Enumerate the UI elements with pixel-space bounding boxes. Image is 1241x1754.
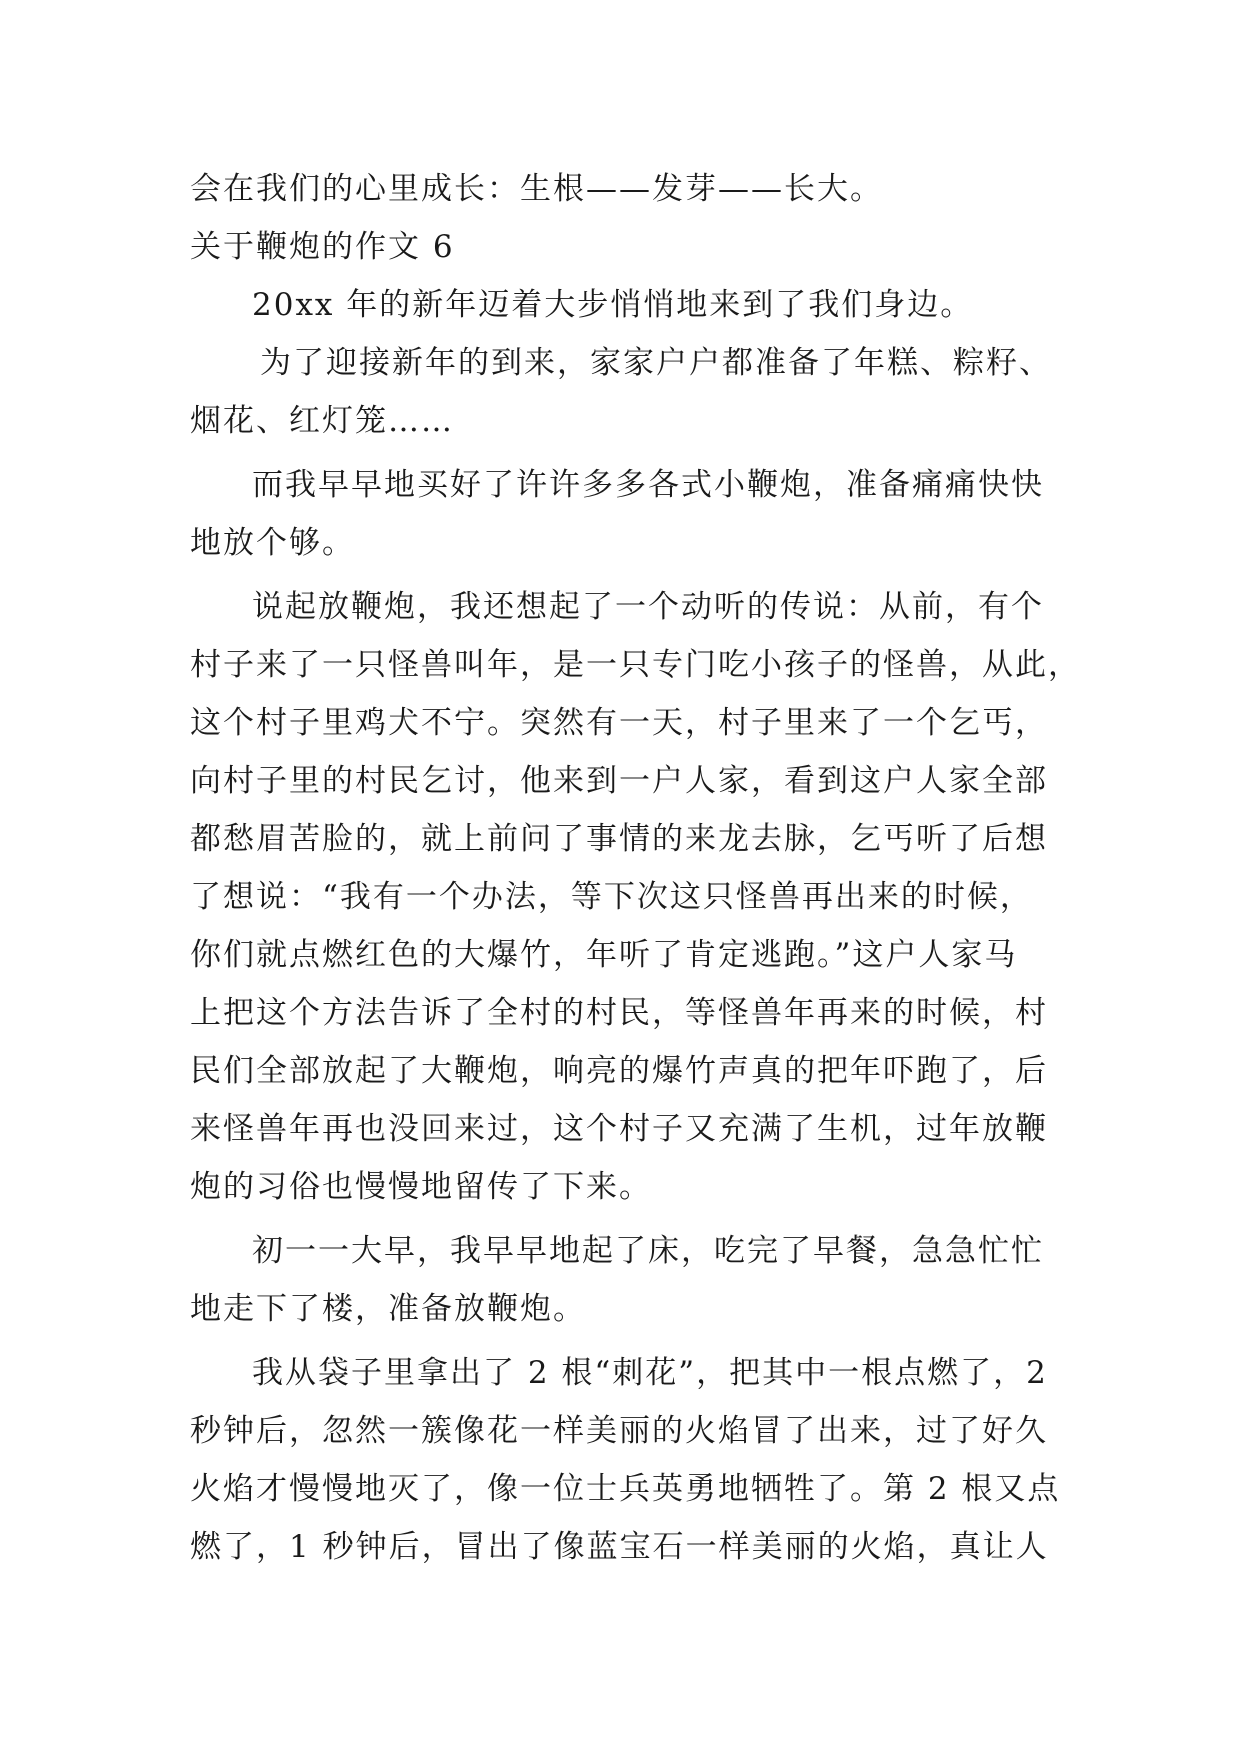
essay-title: 关于鞭炮的作文 6 bbox=[190, 229, 455, 265]
text-line: 为了迎接新年的到来，家家户户都准备了年糕、粽籽、 bbox=[260, 345, 1052, 381]
text-line: 来怪兽年再也没回来过，这个村子又充满了生机，过年放鞭 bbox=[190, 1111, 1048, 1147]
text-line: 初一一大早，我早早地起了床，吃完了早餐，急急忙忙 bbox=[252, 1233, 1044, 1269]
text-line: 民们全部放起了大鞭炮，响亮的爆竹声真的把年吓跑了，后 bbox=[190, 1053, 1048, 1089]
text-line: 地走下了楼，准备放鞭炮。 bbox=[190, 1291, 586, 1327]
text-line: 秒钟后，忽然一簇像花一样美丽的火焰冒了出来，过了好久 bbox=[190, 1413, 1048, 1449]
text-line: 上把这个方法告诉了全村的村民，等怪兽年再来的时候，村 bbox=[190, 995, 1048, 1031]
text-line: 火焰才慢慢地灭了，像一位士兵英勇地牺牲了。第 2 根又点 bbox=[190, 1471, 1061, 1507]
text-line: 了想说：“我有一个办法，等下次这只怪兽再出来的时候， bbox=[190, 879, 1033, 915]
text-line: 烟花、红灯笼…… bbox=[190, 403, 454, 439]
text-line: 你们就点燃红色的大爆竹，年听了肯定逃跑。”这户人家马 bbox=[190, 937, 1018, 973]
text-line: 地放个够。 bbox=[190, 525, 355, 561]
text-line: 而我早早地买好了许许多多各式小鞭炮，准备痛痛快快 bbox=[252, 467, 1044, 503]
text-line: 向村子里的村民乞讨，他来到一户人家，看到这户人家全部 bbox=[190, 763, 1048, 799]
text-line: 会在我们的心里成长：生根——发芽——长大。 bbox=[190, 171, 883, 207]
text-line: 我从袋子里拿出了 2 根“刺花”，把其中一根点燃了，2 bbox=[252, 1355, 1048, 1391]
text-line: 燃了，1 秒钟后，冒出了像蓝宝石一样美丽的火焰，真让人 bbox=[190, 1529, 1049, 1565]
text-line: 村子来了一只怪兽叫年，是一只专门吃小孩子的怪兽，从此， bbox=[190, 647, 1081, 683]
text-line: 都愁眉苦脸的，就上前问了事情的来龙去脉，乞丐听了后想 bbox=[190, 821, 1048, 857]
text-line: 炮的习俗也慢慢地留传了下来。 bbox=[190, 1169, 652, 1205]
text-line: 这个村子里鸡犬不宁。突然有一天，村子里来了一个乞丐， bbox=[190, 705, 1048, 741]
text-line: 说起放鞭炮，我还想起了一个动听的传说：从前，有个 bbox=[252, 589, 1044, 625]
text-line: 20xx 年的新年迈着大步悄悄地来到了我们身边。 bbox=[252, 287, 974, 323]
document-page bbox=[190, 160, 1081, 1576]
